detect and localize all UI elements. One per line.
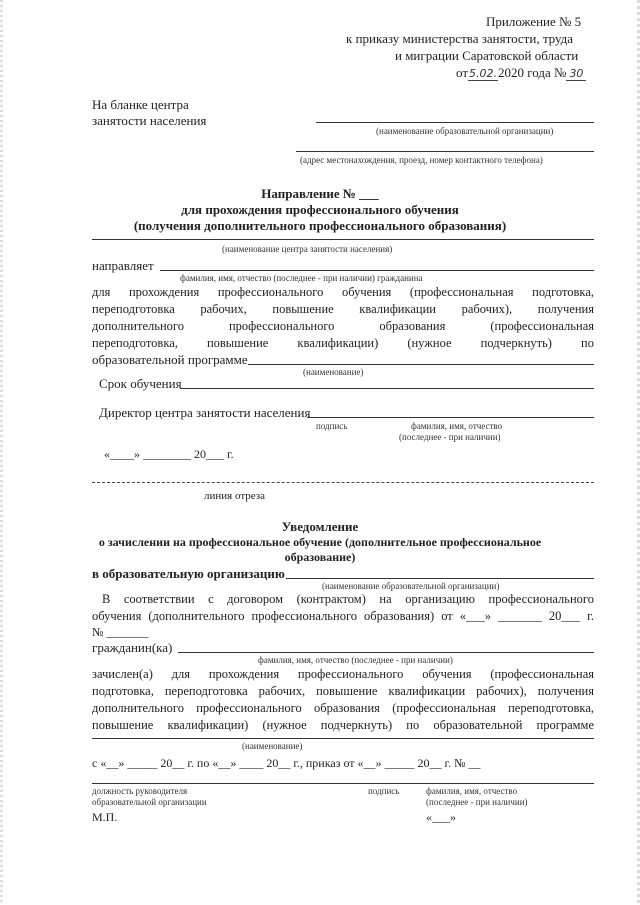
term-field[interactable]: [180, 388, 594, 389]
enroll-body: [92, 666, 594, 734]
notice-program-caption: (наименование): [242, 741, 303, 751]
handwritten-order-number: 30: [566, 67, 586, 81]
handwritten-date: 5.02.: [469, 67, 498, 80]
signature-block-field[interactable]: [92, 783, 594, 784]
center-name-caption: (наименование центра занятости населения): [222, 244, 393, 254]
notice-fio-caption-2: (последнее - при наличии): [426, 797, 528, 807]
stamp-place: М.П.: [92, 810, 118, 824]
director-signature-caption: подпись: [316, 421, 348, 431]
study-dates-line: с «__» _____ 20__ г. по «__» ____ 20__ г., приказ от «__» _____ 20__ г. № __: [92, 756, 481, 770]
notice-fio-caption: фамилия, имя, отчество: [426, 786, 518, 796]
position-caption: должность руководителя: [92, 786, 188, 796]
appendix-date-line: [456, 65, 586, 81]
date-year: 2020 года №: [498, 65, 567, 80]
enroll-body-line: повышение квалификации) (нужное подчеркнуть) по образовательной программе: [92, 718, 594, 732]
notice-para1: [92, 591, 594, 625]
enroll-body-line: зачислен(а) для прохождения профессионального обучения (профессиональная: [92, 667, 594, 681]
notice-signature-caption: подпись: [368, 786, 400, 796]
appendix-order-ref: к приказу министерства занятости, труда: [346, 31, 574, 46]
citizen-name-caption: фамилия, имя, отчество (последнее - при наличии) гражданина: [180, 273, 423, 283]
notice-org-label: в образовательную организацию: [92, 566, 285, 581]
notice-subtitle: о зачислении на профессиональное обучение (дополнительное профессиональное: [98, 535, 542, 549]
referral-subtitle: для прохождения профессионального обучения: [181, 202, 459, 217]
blank-label-line2: занятости населения: [92, 113, 207, 128]
notice-citizen-field[interactable]: [178, 652, 594, 653]
blank-label-line1: На бланке центра: [92, 97, 189, 112]
notice-para1-line: обучения (дополнительного профессионального образования) от «___» _______ 20___ г.: [92, 609, 594, 623]
citizen-name-field[interactable]: [160, 270, 594, 271]
referral-body: [92, 284, 594, 352]
director-label: Директор центра занятости населения: [99, 405, 311, 420]
appendix-ministry: и миграции Саратовской области: [395, 48, 579, 63]
position-caption-2: образовательной организации: [92, 797, 207, 807]
scan-edge-left: [0, 0, 3, 905]
notice-org-field[interactable]: [286, 578, 594, 579]
enroll-body-line: дополнительного профессионального образования (профессиональная переподготовка,: [92, 701, 594, 715]
org-address-field[interactable]: [296, 151, 594, 152]
referral-subtitle-2: (получения дополнительного профессионального образования): [133, 218, 507, 233]
notice-subtitle-2: образование): [284, 550, 356, 564]
date-prefix: от: [456, 65, 469, 80]
org-name-field[interactable]: [316, 122, 594, 123]
cut-line: [92, 482, 594, 483]
org-name-caption: (наименование образовательной организации): [376, 126, 554, 136]
notice-program-field[interactable]: [92, 738, 594, 739]
appendix-number: Приложение № 5: [486, 14, 582, 29]
center-name-field[interactable]: [92, 239, 594, 240]
referral-title: Направление № ___: [261, 186, 379, 201]
term-label: Срок обучения: [99, 376, 182, 391]
program-field[interactable]: [248, 364, 594, 365]
referral-body-line: дополнительного профессионального образования (профессиональная: [92, 319, 594, 333]
program-caption: (наименование): [303, 367, 364, 377]
program-label: образовательной программе: [92, 352, 248, 367]
contract-number: № _______: [92, 625, 149, 639]
referral-body-line: для прохождения профессионального обучения (профессиональная подготовка,: [92, 285, 594, 299]
citizen-label: гражданин(ка): [92, 640, 173, 655]
referral-body-line: переподготовка, повышение квалификации) (нужное подчеркнуть) по: [92, 336, 594, 350]
notice-title: Уведомление: [281, 519, 359, 534]
sends-label: направляет: [92, 258, 154, 273]
cut-line-label: линия отреза: [204, 490, 265, 502]
notice-date: «___»: [426, 810, 456, 824]
referral-date: «____» ________ 20___ г.: [104, 447, 234, 461]
notice-citizen-caption: фамилия, имя, отчество (последнее - при наличии): [258, 655, 453, 665]
org-address-caption: (адрес местонахождения, проезд, номер контактного телефона): [300, 155, 543, 165]
notice-org-caption: (наименование образовательной организации): [322, 581, 500, 591]
director-field[interactable]: [307, 417, 594, 418]
enroll-body-line: подготовка, переподготовка рабочих, повышение квалификации рабочих), получения: [92, 684, 594, 698]
director-fio-caption-2: (последнее - при наличии): [399, 432, 501, 442]
director-fio-caption: фамилия, имя, отчество: [411, 421, 503, 431]
notice-para1-line: В соответствии с договором (контрактом) на организацию профессионального: [102, 592, 594, 606]
referral-body-line: переподготовка рабочих, повышение квалификации рабочих), получения: [92, 302, 594, 316]
